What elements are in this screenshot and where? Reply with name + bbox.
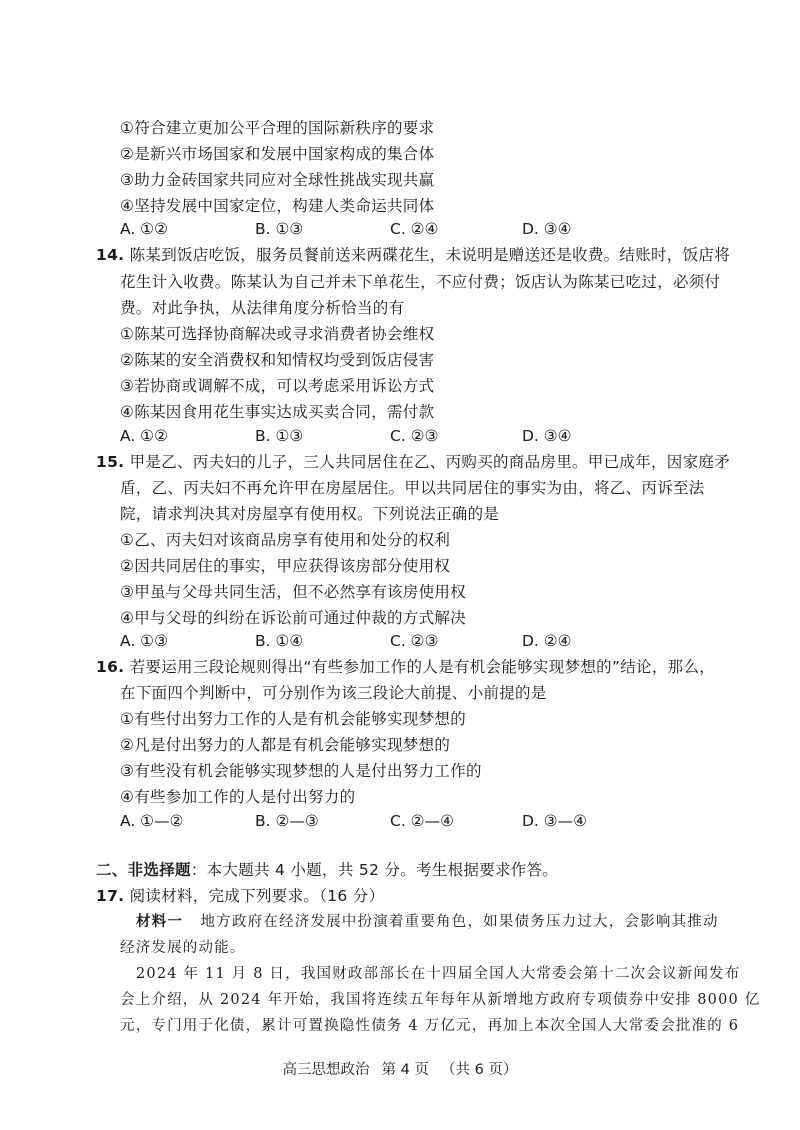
q17-paragraph-line-1: 2024 年 11 月 8 日，我国财政部部长在十四届全国人大常委会第十二次会议新闻发布	[136, 966, 741, 982]
q13-option-c: C. ②④	[390, 220, 439, 238]
q14-item-2: ②陈某的安全消费权和知情权均受到饭店侵害	[120, 351, 435, 369]
q14-number: 14.	[96, 246, 125, 264]
q14-option-b: B. ①③	[255, 427, 304, 445]
q15-stem-3: 院，请求判决其对房屋享有使用权。下列说法正确的是	[120, 505, 500, 523]
q15-item-2: ②因共同居住的事实，甲应获得该房部分使用权	[120, 557, 451, 575]
q14-item-4: ④陈某因食用花生事实达成买卖合同，需付款	[120, 403, 435, 421]
page-footer	[0, 1058, 800, 1079]
footer-page-number: 第 4 页	[381, 1062, 429, 1078]
q15-number: 15.	[96, 453, 125, 471]
section-2-heading	[96, 860, 558, 880]
q15-option-b: B. ①④	[255, 632, 304, 650]
q17-number: 17.	[96, 887, 125, 905]
q17-material-1-line-2: 经济发展的动能。	[120, 940, 246, 956]
q16-number: 16.	[96, 658, 125, 676]
q16-stem-2: 在下面四个判断中，可分别作为该三段论大前提、小前提的是	[120, 684, 547, 702]
q15-option-c: C. ②③	[390, 632, 439, 650]
q13-option-d: D. ③④	[522, 220, 572, 238]
q16-stem-1	[96, 657, 715, 677]
q14-stem-1	[96, 245, 730, 265]
footer-total-pages: （共 6 页）	[441, 1062, 518, 1078]
q16-option-b: B. ②—③	[255, 812, 319, 830]
section-2-title: 二、非选择题	[96, 861, 191, 879]
q13-item-2: ②是新兴市场国家和发展中国家构成的集合体	[120, 145, 435, 163]
q14-stem-2: 花生计入收费。陈某认为自己并未下单花生，不应付费；饭店认为陈某已吃过，必须付	[120, 273, 721, 291]
q16-stem-text-1: 若要运用三段论规则得出“有些参加工作的人是有机会能够实现梦想的”结论，那么，	[129, 658, 716, 676]
q14-stem-text-1: 陈某到饭店吃饭，服务员餐前送来两碟花生，未说明是赠送还是收费。结账时，饭店将	[129, 246, 730, 264]
q17-paragraph-line-2: 会上介绍，从 2024 年开始，我国将连续五年每年从新增地方政府专项债券中安排 8000 亿	[120, 992, 761, 1008]
q13-item-1: ①符合建立更加公平合理的国际新秩序的要求	[120, 119, 435, 137]
q17-stem-text: 阅读材料，完成下列要求。（16 分）	[129, 887, 385, 905]
q15-item-3: ③甲虽与父母共同生活，但不必然享有该房使用权	[120, 583, 466, 601]
q17-paragraph-line-3: 元，专门用于化债，累计可置换隐性债务 4 万亿元，再加上本次全国人大常委会批准的 6	[120, 1018, 740, 1034]
q14-option-a: A. ①②	[120, 427, 168, 445]
q13-option-a: A. ①②	[120, 220, 168, 238]
q13-option-b: B. ①③	[255, 220, 304, 238]
q17-stem	[96, 886, 384, 906]
q15-option-a: A. ①③	[120, 632, 168, 650]
q16-item-2: ②凡是付出努力的人都是有机会能够实现梦想的	[120, 736, 451, 754]
q14-stem-3: 费。对此争执，从法律角度分析恰当的有	[120, 299, 405, 317]
footer-subject: 高三思想政治	[282, 1062, 370, 1078]
q14-option-d: D. ③④	[522, 427, 572, 445]
q15-item-4: ④甲与父母的纠纷在诉讼前可通过仲裁的方式解决	[120, 609, 466, 627]
q16-item-3: ③有些没有机会能够实现梦想的人是付出努力工作的	[120, 762, 482, 780]
q16-item-1: ①有些付出努力工作的人是有机会能够实现梦想的	[120, 710, 466, 728]
q13-item-3: ③助力金砖国家共同应对全球性挑战实现共赢	[120, 171, 435, 189]
q17-material-1-line-1	[136, 912, 719, 932]
q16-item-4: ④有些参加工作的人是付出努力的	[120, 788, 356, 806]
section-2-desc: ：本大题共 4 小题，共 52 分。考生根据要求作答。	[190, 861, 559, 879]
q15-option-d: D. ②④	[522, 632, 572, 650]
q15-stem-text-1: 甲是乙、丙夫妇的儿子，三人共同居住在乙、丙购买的商品房里。甲已成年，因家庭矛	[129, 453, 730, 471]
q17-material-1-text: 地方政府在经济发展中扮演着重要角色，如果债务压力过大，会影响其推动	[200, 914, 719, 930]
q14-option-c: C. ②③	[390, 427, 439, 445]
q16-option-c: C. ②—④	[390, 812, 454, 830]
q16-option-a: A. ①—②	[120, 812, 184, 830]
q15-stem-1	[96, 452, 730, 472]
q13-item-4: ④坚持发展中国家定位，构建人类命运共同体	[120, 197, 435, 215]
q14-item-1: ①陈某可选择协商解决或寻求消费者协会维权	[120, 325, 435, 343]
q15-stem-2: 盾，乙、丙夫妇不再允许甲在房屋居住。甲以共同居住的事实为由，将乙、丙诉至法	[120, 479, 705, 497]
q14-item-3: ③若协商或调解不成，可以考虑采用诉讼方式	[120, 377, 435, 395]
q15-item-1: ①乙、丙夫妇对该商品房享有使用和处分的权利	[120, 531, 451, 549]
q16-option-d: D. ③—④	[522, 812, 588, 830]
q17-material-1-label: 材料一	[136, 913, 184, 930]
